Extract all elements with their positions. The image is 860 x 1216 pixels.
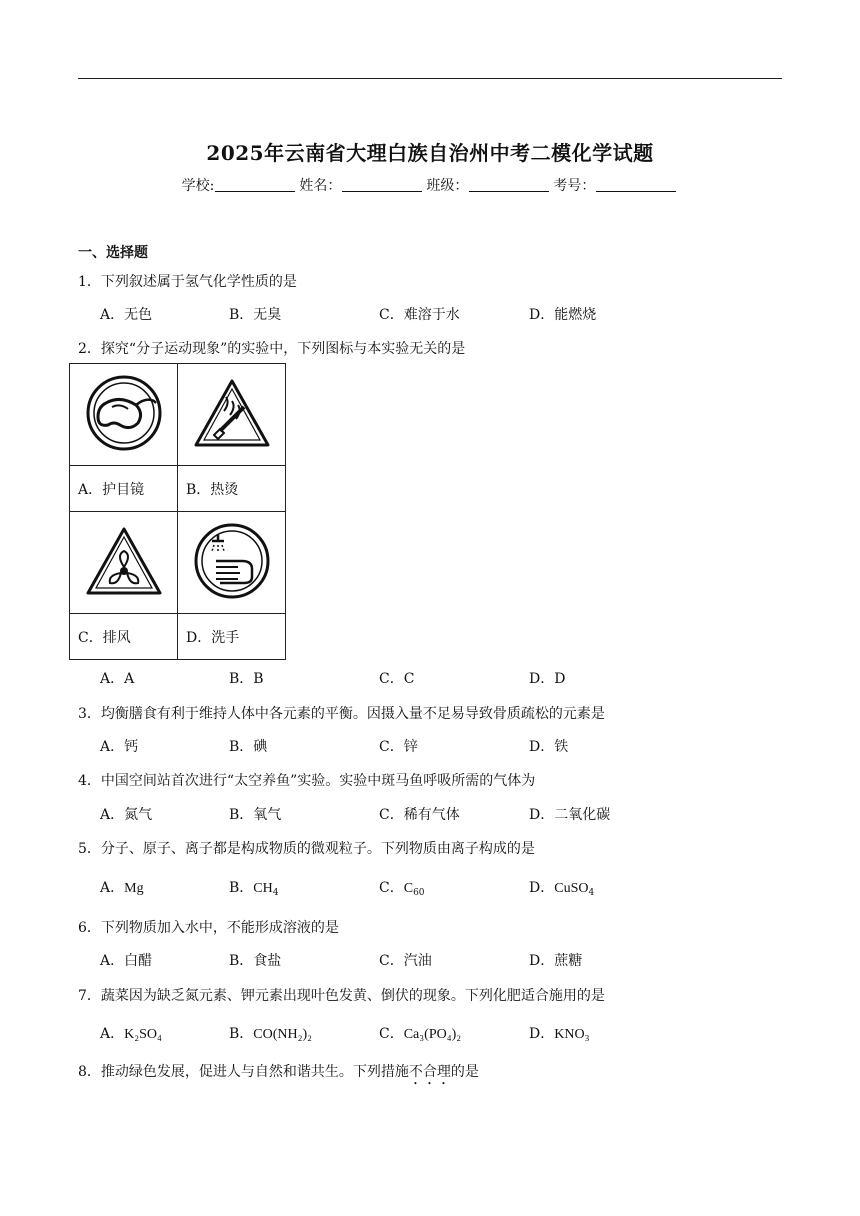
q5-option-d[interactable] <box>529 877 594 898</box>
q5-formula-c-subscript: 60 <box>413 888 425 898</box>
school-blank[interactable] <box>215 177 295 192</box>
q2-option-c[interactable]: C．C <box>379 671 415 687</box>
header-rule <box>78 78 782 79</box>
q2-option-a[interactable]: A．A <box>100 671 135 687</box>
q3-option-b[interactable]: B．碘 <box>229 739 268 755</box>
q7-option-b-letter: B． <box>229 1026 254 1042</box>
q3-option-c[interactable]: C．锌 <box>379 739 418 755</box>
hot-surface-cell <box>178 364 286 466</box>
goggles-icon <box>84 373 164 453</box>
class-label: 班级： <box>426 178 469 194</box>
q5-option-d-letter: D． <box>529 880 555 896</box>
question-5-stem: 5．分子、原子、离子都是构成物质的微观粒子。下列物质由离子构成的是 <box>78 841 535 857</box>
q7-option-a[interactable] <box>100 1023 162 1043</box>
q7-option-b[interactable] <box>229 1023 312 1043</box>
q4-option-d[interactable]: D．二氧化碳 <box>529 807 611 823</box>
question-7-stem: 7．蔬菜因为缺乏氮元素、钾元素出现叶色发黄、倒伏的现象。下列化肥适合施用的是 <box>78 988 605 1004</box>
name-blank[interactable] <box>342 177 422 192</box>
question-3-stem: 3．均衡膳食有利于维持人体中各元素的平衡。因摄入量不足易导致骨质疏松的元素是 <box>78 706 605 722</box>
q5-formula-c: C <box>403 881 414 896</box>
q5-option-c[interactable] <box>379 877 425 898</box>
q5-option-a[interactable] <box>100 877 144 897</box>
icon-label-c: C．排风 <box>70 614 178 660</box>
question-2-stem: 2．探究“分子运动现象”的实验中，下列图标与本实验无关的是 <box>78 341 466 357</box>
hand-wash-cell <box>178 512 286 614</box>
q5-option-b-letter: B． <box>229 880 254 896</box>
exam-no-blank[interactable] <box>596 177 676 192</box>
class-blank[interactable] <box>469 177 549 192</box>
goggles-cell <box>70 364 178 466</box>
q7-formula-a: K₂SO₄ <box>124 1027 162 1042</box>
q7-formula-c: Ca₃(PO₄)₂ <box>403 1027 462 1042</box>
q7-formula-d: KNO₃ <box>554 1027 590 1042</box>
q4-option-c[interactable]: C．稀有气体 <box>379 807 460 823</box>
question-1-stem: 1．下列叙述属于氢气化学性质的是 <box>78 274 297 290</box>
q6-option-c[interactable]: C．汽油 <box>379 953 432 969</box>
q3-option-d[interactable]: D．铁 <box>529 739 569 755</box>
school-label: 学校: <box>181 178 215 194</box>
q8-stem-post: 的是 <box>450 1064 479 1080</box>
q7-option-a-letter: A． <box>100 1026 125 1042</box>
q1-option-b[interactable]: B．无臭 <box>229 307 282 323</box>
safety-icons-table <box>69 363 286 660</box>
q7-formula-b: CO(NH₂)₂ <box>253 1027 313 1042</box>
q5-formula-d-subscript: 4 <box>588 888 595 898</box>
icon-label-a: A．护目镜 <box>70 466 178 512</box>
icon-label-b: B．热烫 <box>178 466 286 512</box>
hand-wash-icon <box>192 521 272 601</box>
q2-option-d[interactable]: D．D <box>529 671 566 687</box>
q1-option-d[interactable]: D．能燃烧 <box>529 307 597 323</box>
q7-option-d-letter: D． <box>529 1026 555 1042</box>
q2-option-b[interactable]: B．B <box>229 671 264 687</box>
q7-option-c[interactable] <box>379 1023 461 1043</box>
name-label: 姓名： <box>299 178 342 194</box>
q5-formula-b: CH <box>253 881 273 896</box>
hot-surface-icon <box>190 373 274 453</box>
q5-option-b[interactable] <box>229 877 278 898</box>
student-info-line <box>0 175 860 195</box>
exhaust-fan-icon <box>82 521 166 601</box>
q8-stem-pre: 8．推动绿色发展，促进人与自然和谐共生。下列措施 <box>78 1064 409 1080</box>
exam-no-label: 考号： <box>553 178 596 194</box>
q4-option-b[interactable]: B．氧气 <box>229 807 282 823</box>
q5-option-c-letter: C． <box>379 880 404 896</box>
q5-option-a-letter: A． <box>100 880 125 896</box>
q3-option-a[interactable]: A．钙 <box>100 739 139 755</box>
icon-label-d: D．洗手 <box>178 614 286 660</box>
q7-option-d[interactable] <box>529 1023 589 1043</box>
q6-option-b[interactable]: B．食盐 <box>229 953 282 969</box>
q7-option-c-letter: C． <box>379 1026 404 1042</box>
q6-option-a[interactable]: A．白醋 <box>100 953 153 969</box>
q6-option-d[interactable]: D．蔗糖 <box>529 953 583 969</box>
question-4-stem: 4．中国空间站首次进行“太空养鱼”实验。实验中斑马鱼呼吸所需的气体为 <box>78 773 536 789</box>
q1-option-a[interactable]: A．无色 <box>100 307 153 323</box>
section-heading: 一、选择题 <box>78 245 148 261</box>
question-6-stem: 6．下列物质加入水中，不能形成溶液的是 <box>78 920 339 936</box>
q5-formula-a: Mg <box>124 881 144 896</box>
page-title: 2025年云南省大理白族自治州中考二模化学试题 <box>206 141 654 165</box>
q8-emphasis: 不合理 <box>408 1064 451 1080</box>
q1-option-c[interactable]: C．难溶于水 <box>379 307 460 323</box>
question-8-stem <box>78 1061 479 1088</box>
exhaust-fan-cell <box>70 512 178 614</box>
q4-option-a[interactable]: A．氮气 <box>100 807 153 823</box>
q5-formula-d: CuSO <box>554 881 589 896</box>
q5-formula-b-subscript: 4 <box>272 888 279 898</box>
